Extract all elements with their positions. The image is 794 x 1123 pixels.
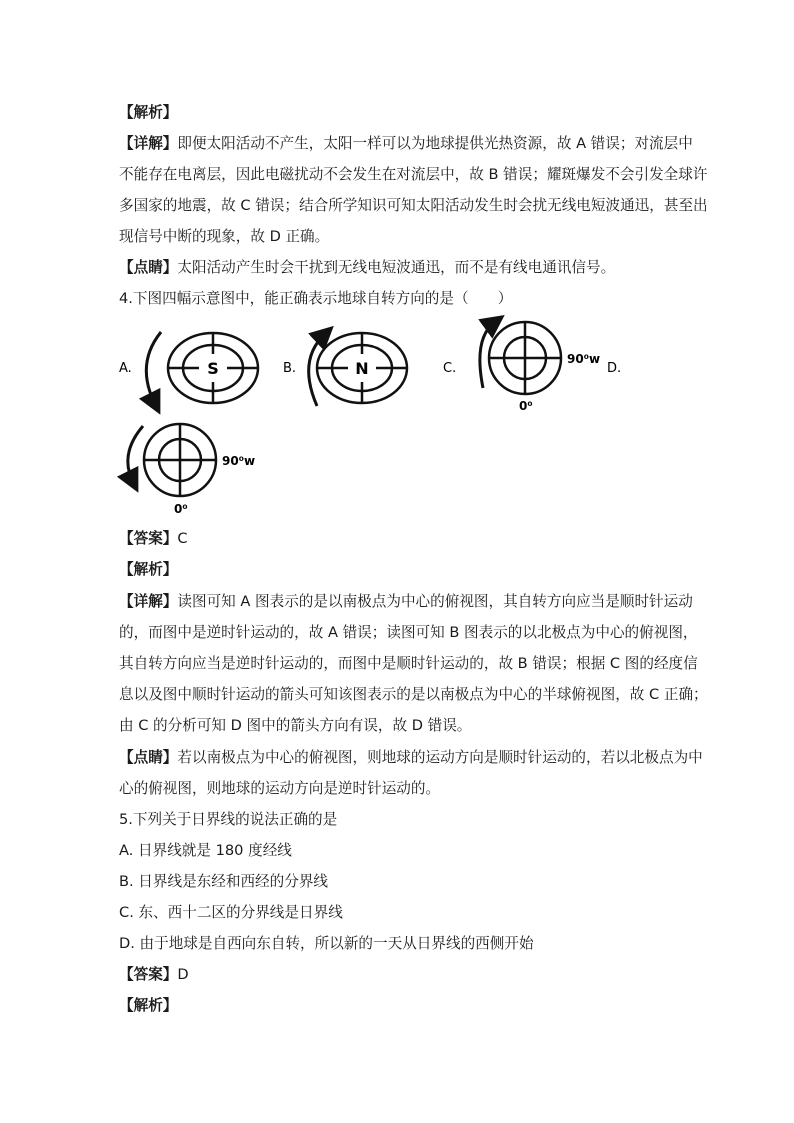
option-d: D. 由于地球是自西向东自转，所以新的一天从日界线的西侧开始 xyxy=(119,935,534,952)
detail-text: 读图可知 A 图表示的是以南极点为中心的俯视图，其自转方向应当是顺时针运动 xyxy=(177,593,693,610)
figure-a xyxy=(119,324,269,414)
answer-tag: 【答案】 xyxy=(119,966,178,983)
answer-value: D xyxy=(177,966,189,983)
tip-text: 若以南极点为中心的俯视图，则地球的运动方向是顺时针运动的，若以北极点为中 xyxy=(177,749,703,766)
longitude-label-right: 90⁰w xyxy=(222,454,256,468)
answer-line xyxy=(119,529,679,549)
detail-line xyxy=(119,592,693,612)
question-4: 4.下图四幅示意图中，能正确表示地球自转方向的是（ ） xyxy=(119,290,513,307)
detail-line: 的，而图中是逆时针运动的，故 A 错误；读图可知 B 图表示的以北极点为中心的俯视图， xyxy=(119,624,698,641)
answer-line xyxy=(119,965,679,985)
longitude-label-right: 90⁰w xyxy=(567,352,601,366)
detail-line: 息以及图中顺时针运动的箭头可知该图表示的是以南极点为中心的半球俯视图，故 C 正确； xyxy=(119,686,708,703)
option-d-label: D. xyxy=(607,361,622,376)
tip-line xyxy=(119,258,679,278)
longitude-label-bottom: 0⁰ xyxy=(519,399,533,413)
question-5: 5.下列关于日界线的说法正确的是 xyxy=(119,811,338,828)
detail-line: 由 C 的分析可知 D 图中的箭头方向有误，故 D 错误。 xyxy=(119,717,472,734)
pole-label: N xyxy=(355,359,369,378)
option-c-label: C. xyxy=(443,361,457,376)
option-a: A. 日界线就是 180 度经线 xyxy=(119,842,292,859)
analysis-heading: 【解析】 xyxy=(119,104,178,121)
detail-line: 其自转方向应当是逆时针运动的，而图中是顺时针运动的，故 B 错误；根据 C 图的经度信 xyxy=(119,655,698,672)
detail-line: 不能存在电离层，因此电磁扰动不会发生在对流层中，故 B 错误；耀斑爆发不会引发全球许 xyxy=(119,166,708,183)
option-c: C. 东、西十二区的分界线是日界线 xyxy=(119,904,343,921)
longitude-label-bottom: 0⁰ xyxy=(174,502,188,516)
detail-tag: 【详解】 xyxy=(119,135,178,152)
detail-line: 现信号中断的现象，故 D 正确。 xyxy=(119,228,330,245)
tip-line: 心的俯视图，则地球的运动方向是逆时针运动的。 xyxy=(119,780,441,797)
figure-b xyxy=(283,324,418,414)
figure-c xyxy=(443,318,633,418)
rotation-arrow-icon xyxy=(480,322,495,388)
detail-text: 即便太阳活动不产生，太阳一样可以为地球提供光热资源，故 A 错误；对流层中 xyxy=(177,135,693,152)
tip-tag: 【点睛】 xyxy=(119,749,178,766)
detail-line xyxy=(119,134,693,154)
analysis-heading: 【解析】 xyxy=(119,997,178,1014)
rotation-arrow-icon xyxy=(128,426,143,482)
tip-text: 太阳活动产生时会干扰到无线电短波通迅，而不是有线电通讯信号。 xyxy=(177,259,616,276)
option-a-label: A. xyxy=(119,361,132,376)
pole-label: S xyxy=(207,359,219,378)
tip-line xyxy=(119,748,703,768)
answer-tag: 【答案】 xyxy=(119,530,178,547)
rotation-arrow-icon xyxy=(146,332,161,404)
figure-d xyxy=(119,420,269,520)
detail-line: 多国家的地震，故 C 错误；结合所学知识可知太阳活动发生时会扰无线电短波通迅，甚至出 xyxy=(119,197,708,214)
analysis-heading: 【解析】 xyxy=(119,561,178,578)
option-b-label: B. xyxy=(283,361,297,376)
option-b: B. 日界线是东经和西经的分界线 xyxy=(119,873,329,890)
detail-tag: 【详解】 xyxy=(119,593,178,610)
tip-tag: 【点睛】 xyxy=(119,259,178,276)
answer-value: C xyxy=(177,530,188,547)
